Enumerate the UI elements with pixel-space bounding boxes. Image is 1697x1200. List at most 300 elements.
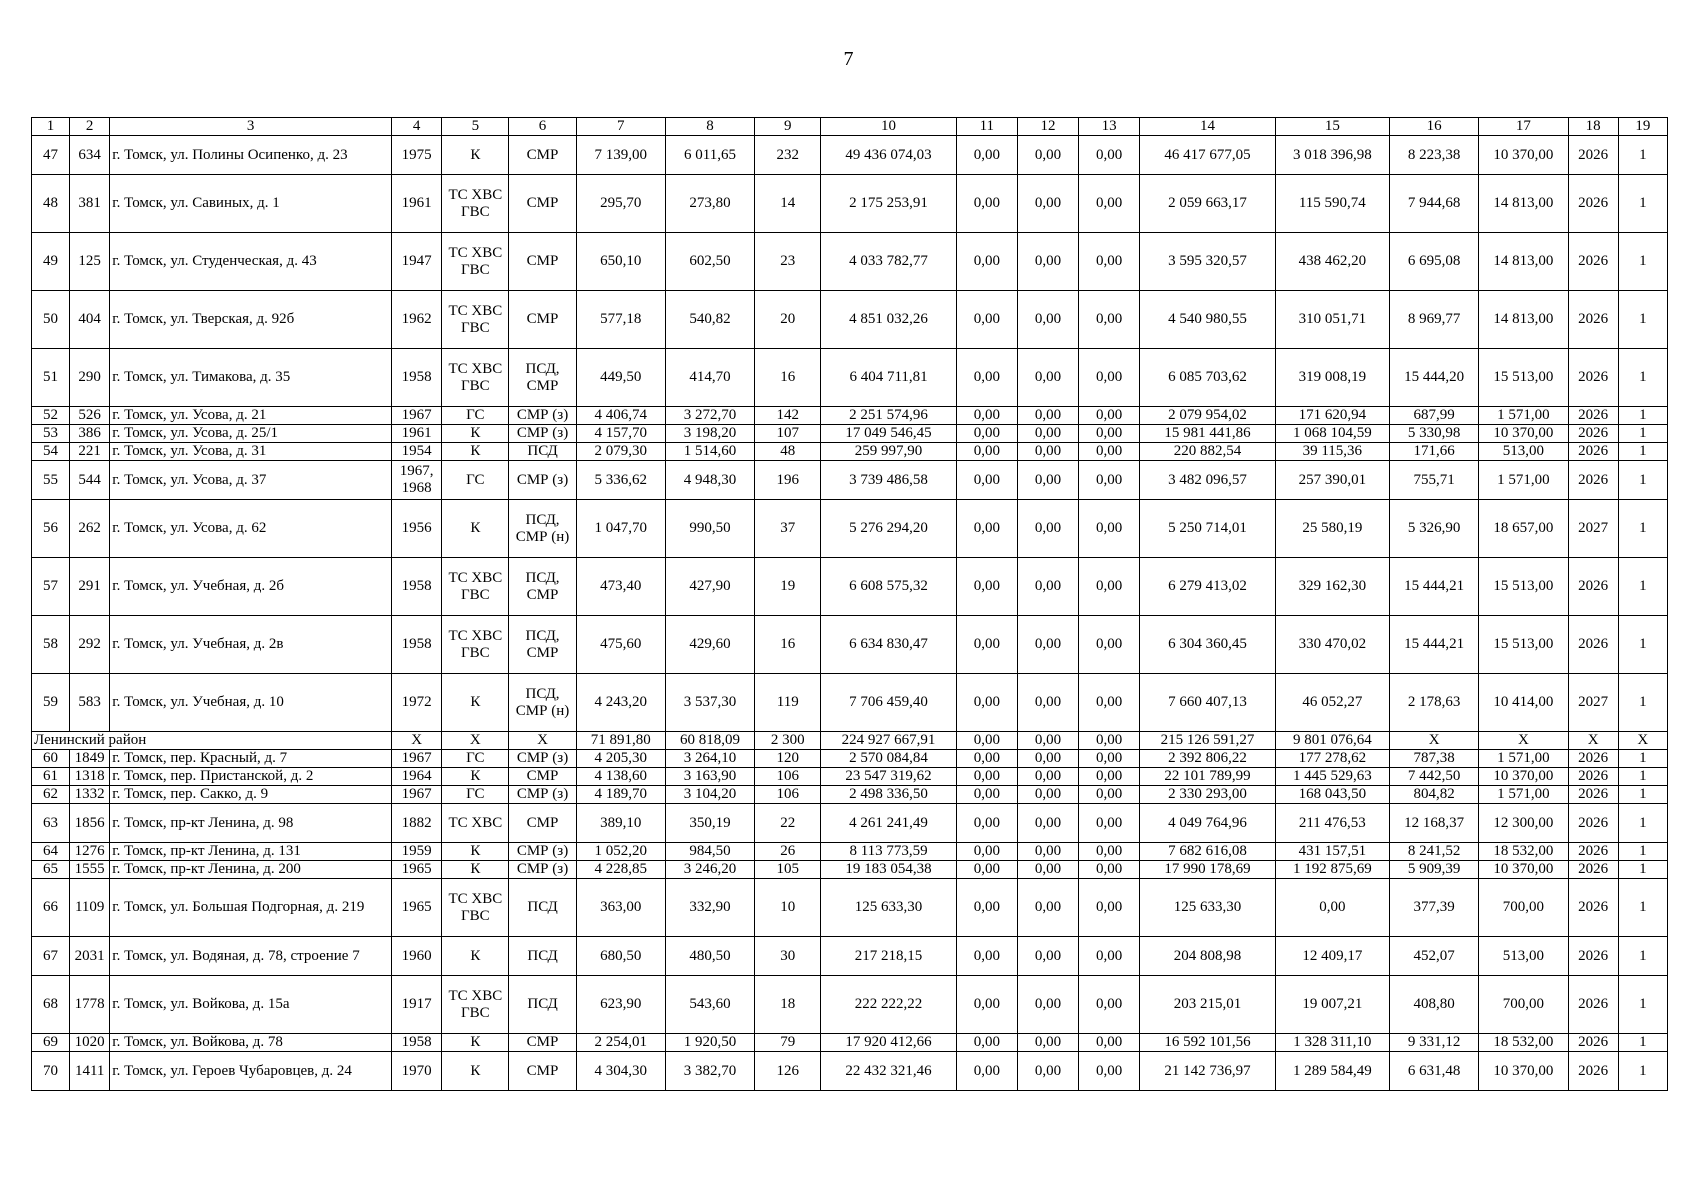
cell-col-17: 513,00	[1479, 443, 1568, 461]
cell-col-16: 15 444,21	[1390, 558, 1479, 616]
cell-col-14: 6 279 413,02	[1140, 558, 1275, 616]
cell-col-18: 2026	[1568, 861, 1618, 879]
cell-col-13: 0,00	[1079, 843, 1140, 861]
cell-col-11: 0,00	[956, 558, 1017, 616]
cell-col-11: 0,00	[956, 136, 1017, 175]
cell-col-9: 19	[755, 558, 821, 616]
cell-col-5: К	[442, 861, 509, 879]
cell-col-6: СМР (з)	[509, 843, 576, 861]
table-row	[32, 443, 1668, 461]
cell-col-18: 2026	[1568, 1034, 1618, 1052]
cell-col-11: 0,00	[956, 843, 1017, 861]
cell-col-6: СМР	[509, 233, 576, 291]
cell-col-19: 1	[1618, 768, 1667, 786]
cell-col-18: 2026	[1568, 786, 1618, 804]
cell-col-9: 26	[755, 843, 821, 861]
cell-col-13: 0,00	[1079, 616, 1140, 674]
cell-col-5: К	[442, 443, 509, 461]
cell-col-15: 1 445 529,63	[1275, 768, 1389, 786]
cell-col-12: 0,00	[1017, 500, 1078, 558]
cell-col-15: 177 278,62	[1275, 750, 1389, 768]
cell-col-10: 4 033 782,77	[821, 233, 956, 291]
cell-col-5: ГС	[442, 461, 509, 500]
cell-col-14: 2 392 806,22	[1140, 750, 1275, 768]
cell-col-17: 15 513,00	[1479, 558, 1568, 616]
cell-col-4: 1958	[392, 558, 442, 616]
district-col-4: X	[392, 732, 442, 750]
cell-col-12: 0,00	[1017, 976, 1078, 1034]
cell-col-2: 1020	[70, 1034, 110, 1052]
cell-col-11: 0,00	[956, 786, 1017, 804]
cell-col-13: 0,00	[1079, 349, 1140, 407]
cell-col-12: 0,00	[1017, 937, 1078, 976]
cell-col-1: 54	[32, 443, 70, 461]
cell-col-12: 0,00	[1017, 768, 1078, 786]
cell-col-6: СМР	[509, 175, 576, 233]
cell-col-3: г. Томск, ул. Войкова, д. 15а	[110, 976, 392, 1034]
cell-col-9: 22	[755, 804, 821, 843]
cell-col-16: 8 223,38	[1390, 136, 1479, 175]
cell-col-3: г. Томск, ул. Усова, д. 21	[110, 407, 392, 425]
cell-col-6: СМР	[509, 1052, 576, 1091]
cell-col-1: 62	[32, 786, 70, 804]
cell-col-10: 5 276 294,20	[821, 500, 956, 558]
cell-col-8: 984,50	[665, 843, 754, 861]
cell-col-11: 0,00	[956, 461, 1017, 500]
cell-col-9: 30	[755, 937, 821, 976]
cell-col-10: 22 432 321,46	[821, 1052, 956, 1091]
cell-col-12: 0,00	[1017, 861, 1078, 879]
cell-col-2: 1332	[70, 786, 110, 804]
cell-col-9: 23	[755, 233, 821, 291]
cell-col-4: 1959	[392, 843, 442, 861]
cell-col-8: 427,90	[665, 558, 754, 616]
cell-col-3: г. Томск, пер. Сакко, д. 9	[110, 786, 392, 804]
cell-col-10: 3 739 486,58	[821, 461, 956, 500]
cell-col-7: 4 243,20	[576, 674, 665, 732]
cell-col-12: 0,00	[1017, 616, 1078, 674]
cell-col-12: 0,00	[1017, 349, 1078, 407]
cell-col-19: 1	[1618, 233, 1667, 291]
cell-col-1: 57	[32, 558, 70, 616]
cell-col-2: 1276	[70, 843, 110, 861]
cell-col-16: 5 909,39	[1390, 861, 1479, 879]
cell-col-13: 0,00	[1079, 500, 1140, 558]
cell-col-9: 48	[755, 443, 821, 461]
cell-col-7: 4 406,74	[576, 407, 665, 425]
cell-col-13: 0,00	[1079, 804, 1140, 843]
cell-col-13: 0,00	[1079, 443, 1140, 461]
cell-col-15: 431 157,51	[1275, 843, 1389, 861]
cell-col-16: 452,07	[1390, 937, 1479, 976]
cell-col-16: 5 326,90	[1390, 500, 1479, 558]
cell-col-19: 1	[1618, 616, 1667, 674]
cell-col-13: 0,00	[1079, 407, 1140, 425]
table-row	[32, 1034, 1668, 1052]
district-col-7: 71 891,80	[576, 732, 665, 750]
cell-col-19: 1	[1618, 291, 1667, 349]
cell-col-18: 2026	[1568, 976, 1618, 1034]
cell-col-16: 804,82	[1390, 786, 1479, 804]
cell-col-2: 1555	[70, 861, 110, 879]
cell-col-14: 203 215,01	[1140, 976, 1275, 1034]
cell-col-11: 0,00	[956, 291, 1017, 349]
table-row	[32, 804, 1668, 843]
table-row	[32, 500, 1668, 558]
cell-col-8: 3 198,20	[665, 425, 754, 443]
table-row	[32, 750, 1668, 768]
cell-col-13: 0,00	[1079, 136, 1140, 175]
cell-col-10: 4 261 241,49	[821, 804, 956, 843]
cell-col-10: 222 222,22	[821, 976, 956, 1034]
cell-col-15: 329 162,30	[1275, 558, 1389, 616]
cell-col-18: 2027	[1568, 500, 1618, 558]
cell-col-18: 2026	[1568, 1052, 1618, 1091]
cell-col-5: К	[442, 136, 509, 175]
cell-col-11: 0,00	[956, 861, 1017, 879]
cell-col-10: 17 049 546,45	[821, 425, 956, 443]
cell-col-12: 0,00	[1017, 879, 1078, 937]
cell-col-11: 0,00	[956, 879, 1017, 937]
column-header-3: 3	[110, 118, 392, 136]
cell-col-15: 46 052,27	[1275, 674, 1389, 732]
cell-col-14: 7 660 407,13	[1140, 674, 1275, 732]
cell-col-8: 3 382,70	[665, 1052, 754, 1091]
cell-col-10: 2 175 253,91	[821, 175, 956, 233]
cell-col-14: 2 330 293,00	[1140, 786, 1275, 804]
cell-col-15: 319 008,19	[1275, 349, 1389, 407]
cell-col-5: ТС ХВС ГВС	[442, 558, 509, 616]
cell-col-3: г. Томск, ул. Студенческая, д. 43	[110, 233, 392, 291]
cell-col-18: 2026	[1568, 425, 1618, 443]
cell-col-15: 39 115,36	[1275, 443, 1389, 461]
cell-col-18: 2026	[1568, 804, 1618, 843]
cell-col-2: 526	[70, 407, 110, 425]
cell-col-1: 52	[32, 407, 70, 425]
cell-col-2: 544	[70, 461, 110, 500]
cell-col-7: 4 205,30	[576, 750, 665, 768]
cell-col-11: 0,00	[956, 976, 1017, 1034]
cell-col-18: 2026	[1568, 349, 1618, 407]
cell-col-8: 543,60	[665, 976, 754, 1034]
cell-col-6: СМР (з)	[509, 461, 576, 500]
cell-col-4: 1917	[392, 976, 442, 1034]
cell-col-6: ПСД	[509, 443, 576, 461]
cell-col-19: 1	[1618, 879, 1667, 937]
cell-col-4: 1975	[392, 136, 442, 175]
cell-col-13: 0,00	[1079, 425, 1140, 443]
cell-col-4: 1960	[392, 937, 442, 976]
cell-col-2: 1856	[70, 804, 110, 843]
cell-col-1: 65	[32, 861, 70, 879]
cell-col-5: К	[442, 937, 509, 976]
cell-col-8: 6 011,65	[665, 136, 754, 175]
cell-col-15: 257 390,01	[1275, 461, 1389, 500]
cell-col-3: г. Томск, ул. Героев Чубаровцев, д. 24	[110, 1052, 392, 1091]
cell-col-9: 142	[755, 407, 821, 425]
cell-col-8: 414,70	[665, 349, 754, 407]
cell-col-7: 577,18	[576, 291, 665, 349]
cell-col-2: 290	[70, 349, 110, 407]
cell-col-2: 292	[70, 616, 110, 674]
cell-col-5: К	[442, 674, 509, 732]
cell-col-3: г. Томск, пр-кт Ленина, д. 200	[110, 861, 392, 879]
cell-col-3: г. Томск, ул. Учебная, д. 2в	[110, 616, 392, 674]
cell-col-7: 473,40	[576, 558, 665, 616]
table-row	[32, 976, 1668, 1034]
cell-col-15: 115 590,74	[1275, 175, 1389, 233]
table-row	[32, 768, 1668, 786]
cell-col-9: 106	[755, 786, 821, 804]
cell-col-15: 1 068 104,59	[1275, 425, 1389, 443]
cell-col-5: ТС ХВС ГВС	[442, 616, 509, 674]
cell-col-5: ТС ХВС ГВС	[442, 976, 509, 1034]
cell-col-14: 6 085 703,62	[1140, 349, 1275, 407]
cell-col-13: 0,00	[1079, 1052, 1140, 1091]
cell-col-13: 0,00	[1079, 674, 1140, 732]
cell-col-5: К	[442, 768, 509, 786]
cell-col-1: 66	[32, 879, 70, 937]
cell-col-10: 125 633,30	[821, 879, 956, 937]
table-row	[32, 291, 1668, 349]
cell-col-8: 1 920,50	[665, 1034, 754, 1052]
column-header-12: 12	[1017, 118, 1078, 136]
cell-col-1: 68	[32, 976, 70, 1034]
cell-col-8: 3 246,20	[665, 861, 754, 879]
cell-col-13: 0,00	[1079, 768, 1140, 786]
cell-col-2: 404	[70, 291, 110, 349]
cell-col-9: 16	[755, 616, 821, 674]
cell-col-7: 295,70	[576, 175, 665, 233]
column-header-4: 4	[392, 118, 442, 136]
cell-col-15: 310 051,71	[1275, 291, 1389, 349]
cell-col-12: 0,00	[1017, 233, 1078, 291]
cell-col-6: ПСД	[509, 937, 576, 976]
cell-col-3: г. Томск, ул. Усова, д. 62	[110, 500, 392, 558]
cell-col-18: 2026	[1568, 879, 1618, 937]
cell-col-17: 12 300,00	[1479, 804, 1568, 843]
cell-col-13: 0,00	[1079, 879, 1140, 937]
cell-col-9: 14	[755, 175, 821, 233]
cell-col-3: г. Томск, пр-кт Ленина, д. 131	[110, 843, 392, 861]
cell-col-18: 2027	[1568, 674, 1618, 732]
district-col-11: 0,00	[956, 732, 1017, 750]
cell-col-17: 1 571,00	[1479, 407, 1568, 425]
cell-col-14: 204 808,98	[1140, 937, 1275, 976]
cell-col-17: 10 370,00	[1479, 136, 1568, 175]
cell-col-19: 1	[1618, 976, 1667, 1034]
district-col-12: 0,00	[1017, 732, 1078, 750]
cell-col-3: г. Томск, ул. Учебная, д. 2б	[110, 558, 392, 616]
cell-col-12: 0,00	[1017, 175, 1078, 233]
cell-col-14: 4 049 764,96	[1140, 804, 1275, 843]
cell-col-16: 8 969,77	[1390, 291, 1479, 349]
district-col-8: 60 818,09	[665, 732, 754, 750]
cell-col-4: 1958	[392, 349, 442, 407]
cell-col-3: г. Томск, ул. Большая Подгорная, д. 219	[110, 879, 392, 937]
cell-col-4: 1956	[392, 500, 442, 558]
cell-col-5: К	[442, 425, 509, 443]
cell-col-17: 14 813,00	[1479, 175, 1568, 233]
cell-col-18: 2026	[1568, 233, 1618, 291]
cell-col-4: 1967	[392, 407, 442, 425]
cell-col-3: г. Томск, пер. Пристанской, д. 2	[110, 768, 392, 786]
cell-col-7: 7 139,00	[576, 136, 665, 175]
cell-col-5: ГС	[442, 407, 509, 425]
column-header-5: 5	[442, 118, 509, 136]
cell-col-14: 3 482 096,57	[1140, 461, 1275, 500]
column-header-1: 1	[32, 118, 70, 136]
cell-col-2: 1109	[70, 879, 110, 937]
cell-col-11: 0,00	[956, 804, 1017, 843]
cell-col-11: 0,00	[956, 407, 1017, 425]
cell-col-17: 1 571,00	[1479, 461, 1568, 500]
cell-col-10: 6 404 711,81	[821, 349, 956, 407]
table-row	[32, 937, 1668, 976]
cell-col-16: 5 330,98	[1390, 425, 1479, 443]
cell-col-12: 0,00	[1017, 136, 1078, 175]
cell-col-6: ПСД, СМР (н)	[509, 500, 576, 558]
cell-col-7: 475,60	[576, 616, 665, 674]
cell-col-19: 1	[1618, 937, 1667, 976]
cell-col-3: г. Томск, ул. Усова, д. 37	[110, 461, 392, 500]
cell-col-1: 63	[32, 804, 70, 843]
cell-col-17: 513,00	[1479, 937, 1568, 976]
cell-col-6: СМР	[509, 1034, 576, 1052]
district-col-19: X	[1618, 732, 1667, 750]
cell-col-12: 0,00	[1017, 1052, 1078, 1091]
cell-col-9: 106	[755, 768, 821, 786]
cell-col-7: 2 254,01	[576, 1034, 665, 1052]
cell-col-11: 0,00	[956, 425, 1017, 443]
cell-col-15: 438 462,20	[1275, 233, 1389, 291]
cell-col-2: 1318	[70, 768, 110, 786]
district-col-15: 9 801 076,64	[1275, 732, 1389, 750]
cell-col-1: 69	[32, 1034, 70, 1052]
cell-col-12: 0,00	[1017, 786, 1078, 804]
cell-col-16: 687,99	[1390, 407, 1479, 425]
cell-col-14: 7 682 616,08	[1140, 843, 1275, 861]
cell-col-14: 16 592 101,56	[1140, 1034, 1275, 1052]
cell-col-17: 15 513,00	[1479, 349, 1568, 407]
cell-col-4: 1961	[392, 425, 442, 443]
cell-col-1: 64	[32, 843, 70, 861]
cell-col-3: г. Томск, ул. Учебная, д. 10	[110, 674, 392, 732]
cell-col-19: 1	[1618, 1052, 1667, 1091]
table-body	[32, 118, 1668, 1091]
cell-col-2: 125	[70, 233, 110, 291]
cell-col-1: 49	[32, 233, 70, 291]
cell-col-16: 7 944,68	[1390, 175, 1479, 233]
cell-col-9: 10	[755, 879, 821, 937]
table-row	[32, 879, 1668, 937]
cell-col-11: 0,00	[956, 443, 1017, 461]
cell-col-10: 17 920 412,66	[821, 1034, 956, 1052]
cell-col-9: 18	[755, 976, 821, 1034]
column-header-11: 11	[956, 118, 1017, 136]
cell-col-19: 1	[1618, 407, 1667, 425]
cell-col-15: 1 328 311,10	[1275, 1034, 1389, 1052]
cell-col-9: 196	[755, 461, 821, 500]
column-header-18: 18	[1568, 118, 1618, 136]
cell-col-3: г. Томск, пер. Красный, д. 7	[110, 750, 392, 768]
column-header-17: 17	[1479, 118, 1568, 136]
cell-col-8: 3 264,10	[665, 750, 754, 768]
cell-col-16: 7 442,50	[1390, 768, 1479, 786]
cell-col-16: 15 444,20	[1390, 349, 1479, 407]
cell-col-12: 0,00	[1017, 558, 1078, 616]
cell-col-8: 350,19	[665, 804, 754, 843]
cell-col-18: 2026	[1568, 843, 1618, 861]
cell-col-4: 1961	[392, 175, 442, 233]
cell-col-8: 3 272,70	[665, 407, 754, 425]
cell-col-7: 4 304,30	[576, 1052, 665, 1091]
cell-col-13: 0,00	[1079, 1034, 1140, 1052]
cell-col-7: 4 157,70	[576, 425, 665, 443]
cell-col-17: 10 370,00	[1479, 1052, 1568, 1091]
cell-col-17: 1 571,00	[1479, 750, 1568, 768]
cell-col-19: 1	[1618, 843, 1667, 861]
cell-col-10: 49 436 074,03	[821, 136, 956, 175]
cell-col-15: 0,00	[1275, 879, 1389, 937]
cell-col-10: 23 547 319,62	[821, 768, 956, 786]
cell-col-14: 125 633,30	[1140, 879, 1275, 937]
cell-col-8: 273,80	[665, 175, 754, 233]
column-header-13: 13	[1079, 118, 1140, 136]
cell-col-13: 0,00	[1079, 291, 1140, 349]
cell-col-17: 10 370,00	[1479, 425, 1568, 443]
cell-col-2: 2031	[70, 937, 110, 976]
cell-col-18: 2026	[1568, 461, 1618, 500]
table-row	[32, 616, 1668, 674]
cell-col-19: 1	[1618, 1034, 1667, 1052]
cell-col-11: 0,00	[956, 937, 1017, 976]
district-col-14: 215 126 591,27	[1140, 732, 1275, 750]
cell-col-6: ПСД	[509, 976, 576, 1034]
column-header-10: 10	[821, 118, 956, 136]
cell-col-7: 4 228,85	[576, 861, 665, 879]
cell-col-10: 7 706 459,40	[821, 674, 956, 732]
cell-col-14: 15 981 441,86	[1140, 425, 1275, 443]
column-header-2: 2	[70, 118, 110, 136]
cell-col-14: 2 079 954,02	[1140, 407, 1275, 425]
cell-col-10: 6 608 575,32	[821, 558, 956, 616]
cell-col-10: 217 218,15	[821, 937, 956, 976]
cell-col-13: 0,00	[1079, 175, 1140, 233]
cell-col-4: 1947	[392, 233, 442, 291]
cell-col-18: 2026	[1568, 750, 1618, 768]
cell-col-3: г. Томск, пр-кт Ленина, д. 98	[110, 804, 392, 843]
cell-col-17: 700,00	[1479, 879, 1568, 937]
cell-col-14: 2 059 663,17	[1140, 175, 1275, 233]
cell-col-12: 0,00	[1017, 804, 1078, 843]
cell-col-6: СМР	[509, 291, 576, 349]
cell-col-3: г. Томск, ул. Водяная, д. 78, строение 7	[110, 937, 392, 976]
cell-col-2: 381	[70, 175, 110, 233]
cell-col-5: К	[442, 500, 509, 558]
cell-col-15: 168 043,50	[1275, 786, 1389, 804]
cell-col-19: 1	[1618, 349, 1667, 407]
cell-col-11: 0,00	[956, 768, 1017, 786]
column-header-9: 9	[755, 118, 821, 136]
column-header-6: 6	[509, 118, 576, 136]
cell-col-19: 1	[1618, 750, 1667, 768]
cell-col-6: СМР (з)	[509, 861, 576, 879]
cell-col-17: 14 813,00	[1479, 291, 1568, 349]
cell-col-12: 0,00	[1017, 674, 1078, 732]
cell-col-18: 2026	[1568, 558, 1618, 616]
cell-col-10: 19 183 054,38	[821, 861, 956, 879]
